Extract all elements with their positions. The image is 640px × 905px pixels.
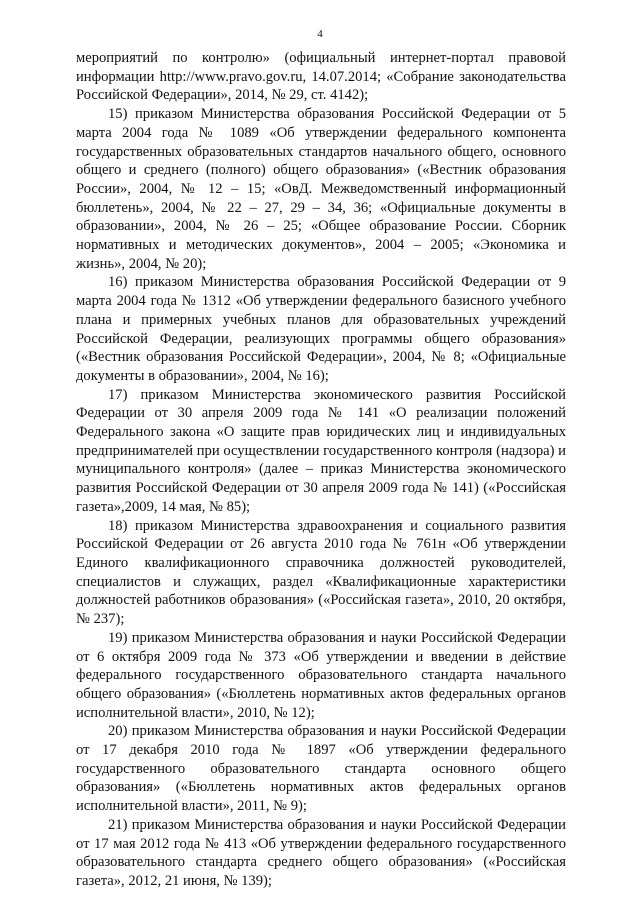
- paragraph-item-17: 17) приказом Министерства экономического развития Российской Федерации от 30 апреля 2009 года № 141 «О реализации положений Федерального закона «О защите прав юридических лиц и индивидуальных предпринимателей при осуществлении государственного контроля (надзора) и муниципального контроля» (далее – приказ Министерства экономического развития Российской Федерации от 30 апреля 2009 года № 141) («Российская газета»,2009, 14 мая, № 85);: [76, 386, 566, 515]
- document-body: [76, 49, 566, 891]
- paragraph-item-18: 18) приказом Министерства здравоохранения и социального развития Российской Федерации от 26 августа 2010 года № 761н «Об утверждении Единого квалификационного справочника должностей руководителей, специалистов и служащих, раздел «Квалификационные характеристики должностей работников образования» («Российская газета», 2010, 20 октября, № 237);: [76, 517, 566, 628]
- paragraph-item-16: 16) приказом Министерства образования Российской Федерации от 9 марта 2004 года № 1312 «Об утверждении федерального базисного учебного плана и примерных учебных планов для образовательных учреждений Российской Федерации, реализующих программы общего образования» («Вестник образования Российской Федерации», 2004, № 8; «Официальные документы в образовании», 2004, № 16);: [76, 274, 566, 384]
- paragraph-continuation: мероприятий по контролю» (официальный интернет-портал правовой информации http://www.pravo.gov.ru, 14.07.2014; «Собрание законодательства Российской Федерации», 2014, № 29, ст. 4142);: [76, 50, 566, 104]
- paragraph-item-15: 15) приказом Министерства образования Российской Федерации от 5 марта 2004 года № 1089 «Об утверждении федерального компонента государственных образовательных стандартов начального общего, основного общего и среднего (полного) общего образования» («Вестник образования России», 2004, № 12 – 15; «ОвД. Межведомственный информационный бюллетень», 2004, № 22 – 27, 29 – 34, 36; «Официальные документы в образовании», 2004, № 26 – 25; «Общее образование России. Сборник нормативных и методических документов», 2004 – 2005; «Экономика и жизнь», 2004, № 20);: [76, 106, 566, 272]
- paragraph-item-19: 19) приказом Министерства образования и науки Российской Федерации от 6 октября 2009 года № 373 «Об утверждении и введении в действие федерального государственного образовательного стандарта начального общего образования» («Бюллетень нормативных актов федеральных органов исполнительной власти», 2010, № 12);: [76, 629, 566, 721]
- paragraph-item-21: 21) приказом Министерства образования и науки Российской Федерации от 17 мая 2012 года № 413 «Об утверждении федерального государственного образовательного стандарта среднего общего образования» («Российская газета», 2012, 21 июня, № 139);: [76, 816, 566, 889]
- paragraph-item-20: 20) приказом Министерства образования и науки Российской Федерации от 17 декабря 2010 года № 1897 «Об утверждении федерального государственного образовательного стандарта основного общего образования» («Бюллетень нормативных актов федеральных органов исполнительной власти», 2011, № 9);: [76, 723, 566, 815]
- page-number: 4: [317, 28, 323, 40]
